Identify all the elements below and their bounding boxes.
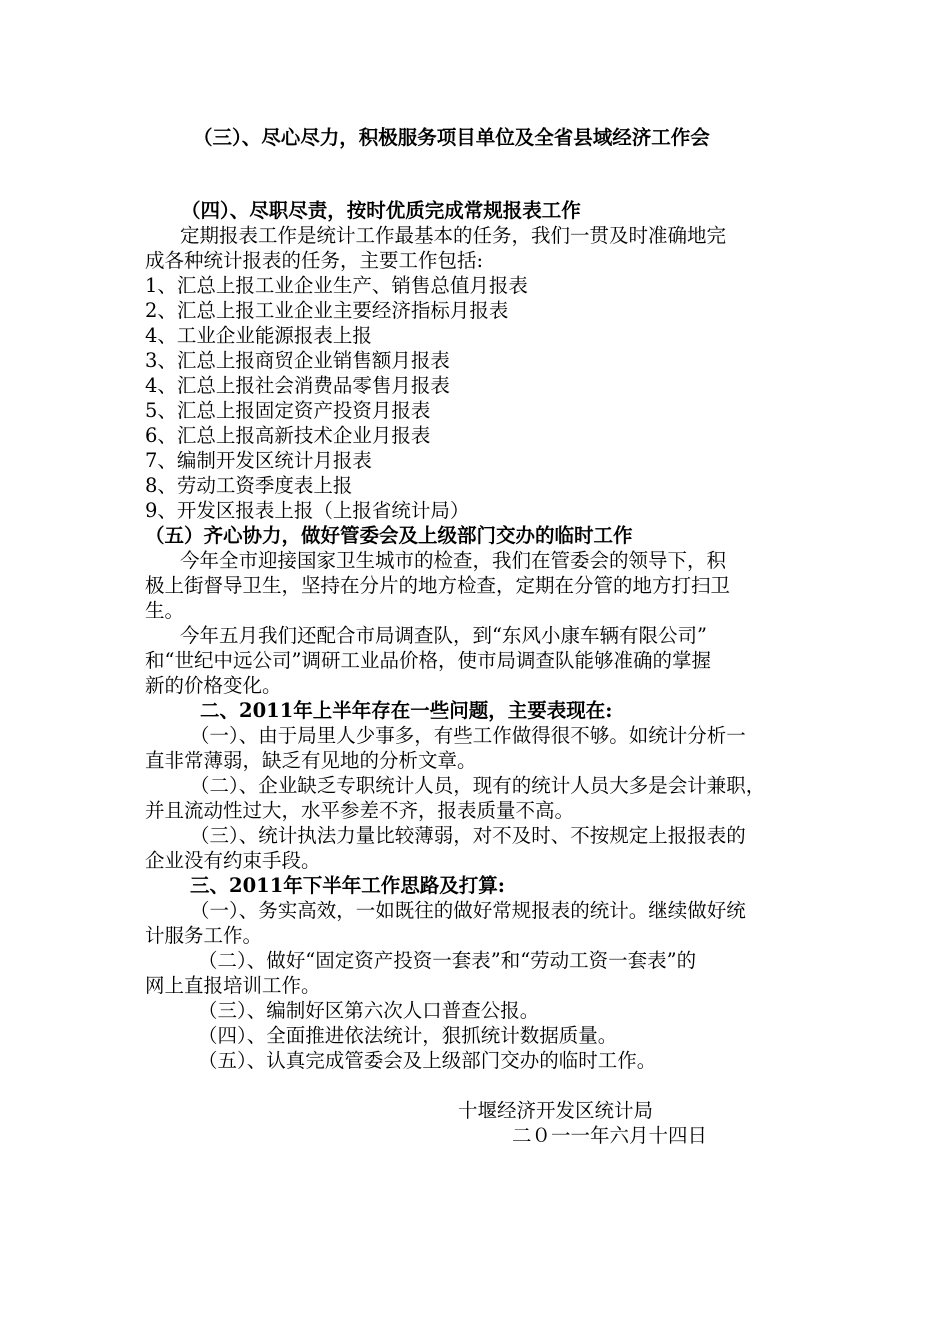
paragraph-line: 直非常薄弱，缺乏有见地的分析文章。	[145, 749, 477, 772]
section-heading-4: （四）、尽职尽责，按时优质完成常规报表工作	[181, 199, 581, 222]
report-list-item: 2、汇总上报工业企业主要经济指标月报表	[145, 299, 509, 322]
paragraph-line: （三）、统计执法力量比较薄弱，对不及时、不按规定上报报表的	[190, 824, 746, 847]
paragraph-line: 并且流动性过大，水平参差不齐，报表质量不高。	[145, 799, 575, 822]
paragraph-line: 和“世纪中远公司”调研工业品价格，使市局调查队能够准确的掌握	[145, 649, 711, 672]
report-list-item: 8、劳动工资季度表上报	[145, 474, 353, 497]
report-list-item: 6、汇总上报高新技术企业月报表	[145, 424, 431, 447]
paragraph-line: （三）、编制好区第六次人口普查公报。	[198, 999, 540, 1022]
intro-line: 成各种统计报表的任务，主要工作包括:	[145, 249, 484, 272]
section-heading-5: （五）齐心协力，做好管委会及上级部门交办的临时工作	[145, 524, 633, 547]
plans-heading: 三、2011年下半年工作思路及打算:	[190, 874, 505, 897]
paragraph-line: （一）、由于局里人少事多，有些工作做得很不够。如统计分析一	[190, 724, 746, 747]
paragraph-line: （二）、做好“固定资产投资一套表”和“劳动工资一套表”的	[198, 949, 697, 972]
report-list-item: 3、汇总上报商贸企业销售额月报表	[145, 349, 450, 372]
paragraph-line: （一）、务实高效，一如既往的做好常规报表的统计。继续做好统	[190, 899, 746, 922]
signature-date: 二０一一年六月十四日	[512, 1124, 708, 1147]
report-list-item: 4、汇总上报社会消费品零售月报表	[145, 374, 450, 397]
paragraph-line: 新的价格变化。	[145, 674, 282, 697]
report-list-item: 1、汇总上报工业企业生产、销售总值月报表	[145, 274, 528, 297]
paragraph-line: （五）、认真完成管委会及上级部门交办的临时工作。	[198, 1049, 657, 1072]
report-list-item: 7、编制开发区统计月报表	[145, 449, 372, 472]
signature-organization: 十堰经济开发区统计局	[458, 1099, 654, 1122]
report-list-item: 9、开发区报表上报（上报省统计局）	[145, 499, 470, 522]
section-heading-3: （三）、尽心尽力，积极服务项目单位及全省县域经济工作会	[193, 126, 710, 149]
paragraph-line: 极上街督导卫生，坚持在分片的地方检查，定期在分管的地方打扫卫	[145, 574, 731, 597]
report-list-item: 4、工业企业能源报表上报	[145, 324, 372, 347]
paragraph-line: 企业没有约束手段。	[145, 849, 321, 872]
paragraph-line: 计服务工作。	[145, 924, 263, 947]
paragraph-line: （四）、全面推进依法统计，狠抓统计数据质量。	[198, 1024, 618, 1047]
paragraph-line: 生。	[145, 599, 185, 622]
report-list-item: 5、汇总上报固定资产投资月报表	[145, 399, 431, 422]
paragraph-line: （二）、企业缺乏专职统计人员，现有的统计人员大多是会计兼职，	[190, 774, 766, 797]
intro-line: 定期报表工作是统计工作最基本的任务，我们一贯及时准确地完	[180, 224, 727, 247]
paragraph-line: 今年五月我们还配合市局调查队，到“东风小康车辆有限公司”	[180, 624, 707, 647]
paragraph-line: 今年全市迎接国家卫生城市的检查，我们在管委会的领导下，积	[180, 549, 727, 572]
paragraph-line: 网上直报培训工作。	[145, 974, 321, 997]
problems-heading: 二、2011年上半年存在一些问题，主要表现在:	[200, 699, 613, 722]
